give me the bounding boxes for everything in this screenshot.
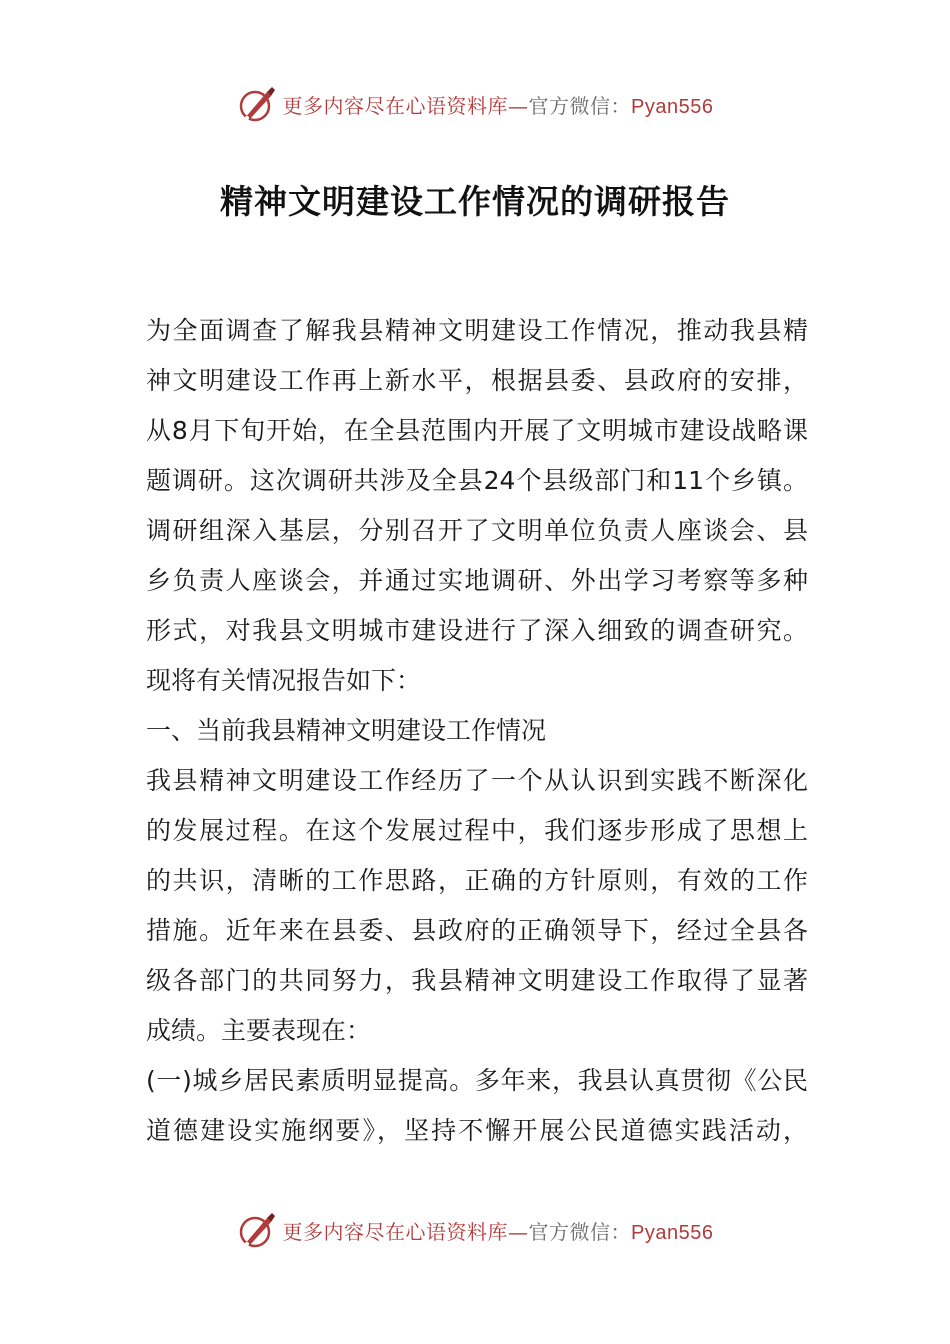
text-line: 级各部门的共同努力，我县精神文明建设工作取得了显著 [146, 966, 808, 995]
document-body [146, 306, 808, 1156]
text-line: 题调研。这次调研共涉及全县24个县级部门和11个乡镇。 [146, 466, 808, 495]
text-line: 现将有关情况报告如下： [146, 666, 422, 695]
text-line: 的共识，清晰的工作思路，正确的方针原则，有效的工作 [146, 866, 808, 895]
banner-separator: — [508, 1219, 529, 1244]
text-line: 调研组深入基层，分别召开了文明单位负责人座谈会、县 [146, 516, 808, 545]
text-line: 措施。近年来在县委、县政府的正确领导下，经过全县各 [146, 916, 808, 945]
text-line: 我县精神文明建设工作经历了一个从认识到实践不断深化 [146, 766, 808, 795]
text-line: 的发展过程。在这个发展过程中，我们逐步形成了思想上 [146, 816, 808, 845]
text-line: 为全面调查了解我县精神文明建设工作情况，推动我县精 [146, 316, 808, 345]
brand-text: 更多内容尽在心语资料库 [282, 1219, 509, 1244]
text-line: 神文明建设工作再上新水平，根据县委、县政府的安排， [146, 366, 808, 395]
banner-text [283, 1216, 714, 1245]
text-line: 道德建设实施纲要》，坚持不懈开展公民道德实践活动， [146, 1116, 808, 1145]
section-heading: 一、当前我县精神文明建设工作情况 [146, 716, 547, 745]
banner-separator: — [508, 93, 529, 118]
page-title: 精神文明建设工作情况的调研报告 [220, 182, 730, 221]
header-banner [0, 82, 950, 126]
text-line: 成绩。主要表现在： [146, 1016, 372, 1045]
text-line: 乡负责人座谈会，并通过实地调研、外出学习考察等多种 [146, 566, 808, 595]
wechat-id: Pyan556 [631, 1221, 714, 1244]
brand-text: 更多内容尽在心语资料库 [282, 93, 509, 118]
pen-circle-logo-icon [237, 1210, 277, 1250]
footer-banner [0, 1208, 950, 1252]
text-line: 从8月下旬开始，在全县范围内开展了文明城市建设战略课 [146, 416, 808, 445]
pen-circle-logo-icon [237, 84, 277, 124]
wechat-id: Pyan556 [631, 95, 714, 118]
wechat-label: 官方微信： [528, 1219, 632, 1244]
text-line: 形式，对我县文明城市建设进行了深入细致的调查研究。 [146, 616, 808, 645]
wechat-label: 官方微信： [528, 93, 632, 118]
subsection-line: (一)城乡居民素质明显提高。多年来，我县认真贯彻《公民 [146, 1066, 808, 1095]
banner-text [283, 90, 714, 119]
